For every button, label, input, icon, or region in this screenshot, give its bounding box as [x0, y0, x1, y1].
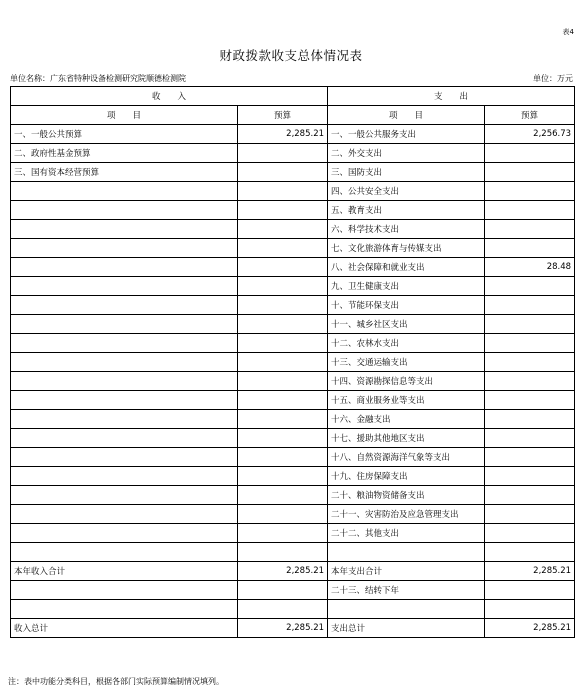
year-total-row — [11, 562, 575, 581]
income-item-cell — [11, 543, 238, 562]
expense-item-cell: 二十一、灾害防治及应急管理支出 — [328, 505, 485, 524]
income-item-cell — [11, 334, 238, 353]
expense-amount-cell — [485, 239, 575, 258]
expense-amount-cell — [485, 182, 575, 201]
income-item-cell — [11, 486, 238, 505]
table-row — [11, 201, 575, 220]
income-item-cell — [11, 524, 238, 543]
income-item-cell — [11, 372, 238, 391]
income-item-cell — [11, 277, 238, 296]
table-row — [11, 258, 575, 277]
income-budget-header: 预算 — [238, 106, 328, 125]
income-item-cell — [11, 429, 238, 448]
income-amount-cell — [238, 505, 328, 524]
income-grand-total-amount: 2,285.21 — [238, 619, 328, 638]
expense-item-cell: 八、社会保障和就业支出 — [328, 258, 485, 277]
expense-amount-cell — [485, 315, 575, 334]
income-amount-cell — [238, 372, 328, 391]
grand-total-row — [11, 619, 575, 638]
table-row — [11, 505, 575, 524]
table-number: 表4 — [562, 28, 574, 36]
table-row — [11, 239, 575, 258]
expense-amount-cell — [485, 524, 575, 543]
table-row — [11, 524, 575, 543]
expense-item-cell: 二十三、结转下年 — [328, 581, 485, 600]
income-amount-cell — [238, 220, 328, 239]
income-item-cell — [11, 315, 238, 334]
expense-amount-cell — [485, 144, 575, 163]
income-item-cell: 一、一般公共预算 — [11, 125, 238, 144]
income-amount-cell — [238, 201, 328, 220]
income-item-cell — [11, 220, 238, 239]
expense-amount-cell — [485, 372, 575, 391]
expense-item-cell: 九、卫生健康支出 — [328, 277, 485, 296]
expense-item-cell: 二十二、其他支出 — [328, 524, 485, 543]
income-item-cell: 三、国有资本经营预算 — [11, 163, 238, 182]
income-amount-cell — [238, 391, 328, 410]
expense-year-total-amount: 2,285.21 — [485, 562, 575, 581]
expense-item-cell: 六、科学技术支出 — [328, 220, 485, 239]
income-amount-cell — [238, 334, 328, 353]
expense-item-cell: 五、教育支出 — [328, 201, 485, 220]
expense-item-cell: 十六、金融支出 — [328, 410, 485, 429]
income-amount-cell — [238, 600, 328, 619]
income-item-cell — [11, 467, 238, 486]
expense-amount-cell — [485, 334, 575, 353]
income-item-cell: 二、政府性基金预算 — [11, 144, 238, 163]
income-item-cell — [11, 600, 238, 619]
table-row — [11, 163, 575, 182]
income-header: 收 入 — [11, 87, 328, 106]
table-row — [11, 429, 575, 448]
table-row — [11, 277, 575, 296]
table-row — [11, 467, 575, 486]
table-row — [11, 581, 575, 600]
table-body — [11, 125, 575, 638]
table-row — [11, 182, 575, 201]
expense-item-cell: 十七、援助其他地区支出 — [328, 429, 485, 448]
table-row — [11, 144, 575, 163]
income-item-cell — [11, 410, 238, 429]
table-row — [11, 600, 575, 619]
income-item-cell — [11, 581, 238, 600]
expense-year-total-label: 本年支出合计 — [328, 562, 485, 581]
income-item-cell — [11, 505, 238, 524]
expense-item-cell: 三、国防支出 — [328, 163, 485, 182]
page-title: 财政拨款收支总体情况表 — [219, 48, 363, 63]
income-amount-cell: 2,285.21 — [238, 125, 328, 144]
expense-item-cell: 十九、住房保障支出 — [328, 467, 485, 486]
column-header-row — [11, 106, 575, 125]
expense-amount-cell — [485, 296, 575, 315]
expense-grand-total-label: 支出总计 — [328, 619, 485, 638]
expense-amount-cell — [485, 201, 575, 220]
income-amount-cell — [238, 467, 328, 486]
expense-item-header: 项 目 — [328, 106, 485, 125]
income-item-cell — [11, 258, 238, 277]
table-row — [11, 391, 575, 410]
expense-amount-cell — [485, 277, 575, 296]
expense-item-cell: 七、文化旅游体育与传媒支出 — [328, 239, 485, 258]
income-amount-cell — [238, 258, 328, 277]
expense-amount-cell — [485, 467, 575, 486]
expense-amount-cell — [485, 448, 575, 467]
table-row — [11, 372, 575, 391]
income-amount-cell — [238, 239, 328, 258]
expense-amount-cell — [485, 353, 575, 372]
income-item-cell — [11, 353, 238, 372]
expense-item-cell: 十、节能环保支出 — [328, 296, 485, 315]
expense-item-cell: 十三、交通运输支出 — [328, 353, 485, 372]
income-amount-cell — [238, 277, 328, 296]
income-amount-cell — [238, 353, 328, 372]
income-amount-cell — [238, 163, 328, 182]
income-amount-cell — [238, 144, 328, 163]
income-year-total-label: 本年收入合计 — [11, 562, 238, 581]
expense-amount-cell — [485, 581, 575, 600]
expense-amount-cell — [485, 543, 575, 562]
expense-header: 支 出 — [328, 87, 575, 106]
expense-item-cell: 十五、商业服务业等支出 — [328, 391, 485, 410]
expense-budget-header: 预算 — [485, 106, 575, 125]
section-header-row — [11, 87, 575, 106]
expense-item-cell: 二十、粮油物资储备支出 — [328, 486, 485, 505]
income-item-cell — [11, 448, 238, 467]
table-row — [11, 486, 575, 505]
income-amount-cell — [238, 543, 328, 562]
table-row — [11, 334, 575, 353]
expense-amount-cell — [485, 429, 575, 448]
expense-item-cell: 二、外交支出 — [328, 144, 485, 163]
income-item-cell — [11, 182, 238, 201]
income-item-cell — [11, 296, 238, 315]
expense-item-cell: 十八、自然资源海洋气象等支出 — [328, 448, 485, 467]
unit-name: 单位名称：广东省特种设备检测研究院顺德检测院 — [10, 74, 186, 83]
income-amount-cell — [238, 524, 328, 543]
expense-amount-cell — [485, 163, 575, 182]
expense-amount-cell — [485, 410, 575, 429]
expense-item-cell: 十一、城乡社区支出 — [328, 315, 485, 334]
income-amount-cell — [238, 296, 328, 315]
income-amount-cell — [238, 429, 328, 448]
income-year-total-amount: 2,285.21 — [238, 562, 328, 581]
expense-item-cell — [328, 600, 485, 619]
income-amount-cell — [238, 410, 328, 429]
expense-amount-cell — [485, 505, 575, 524]
budget-table — [10, 86, 575, 638]
table-row — [11, 353, 575, 372]
table-row — [11, 448, 575, 467]
expense-amount-cell — [485, 220, 575, 239]
expense-item-cell: 四、公共安全支出 — [328, 182, 485, 201]
table-row — [11, 410, 575, 429]
expense-amount-cell — [485, 486, 575, 505]
income-item-header: 项 目 — [11, 106, 238, 125]
expense-grand-total-amount: 2,285.21 — [485, 619, 575, 638]
expense-item-cell: 一、一般公共服务支出 — [328, 125, 485, 144]
expense-amount-cell — [485, 600, 575, 619]
income-grand-total-label: 收入总计 — [11, 619, 238, 638]
income-amount-cell — [238, 486, 328, 505]
income-amount-cell — [238, 315, 328, 334]
table-row — [11, 543, 575, 562]
table-row — [11, 125, 575, 144]
income-amount-cell — [238, 448, 328, 467]
expense-item-cell: 十二、农林水支出 — [328, 334, 485, 353]
table-row — [11, 296, 575, 315]
table-row — [11, 315, 575, 334]
income-amount-cell — [238, 182, 328, 201]
currency-unit: 单位：万元 — [533, 74, 573, 83]
income-item-cell — [11, 201, 238, 220]
expense-amount-cell: 2,256.73 — [485, 125, 575, 144]
footnote: 注：表中功能分类科目，根据各部门实际预算编制情况填列。 — [8, 677, 224, 686]
expense-amount-cell — [485, 391, 575, 410]
income-item-cell — [11, 391, 238, 410]
income-item-cell — [11, 239, 238, 258]
expense-amount-cell: 28.48 — [485, 258, 575, 277]
table-row — [11, 220, 575, 239]
expense-item-cell — [328, 543, 485, 562]
income-amount-cell — [238, 581, 328, 600]
expense-item-cell: 十四、资源勘探信息等支出 — [328, 372, 485, 391]
